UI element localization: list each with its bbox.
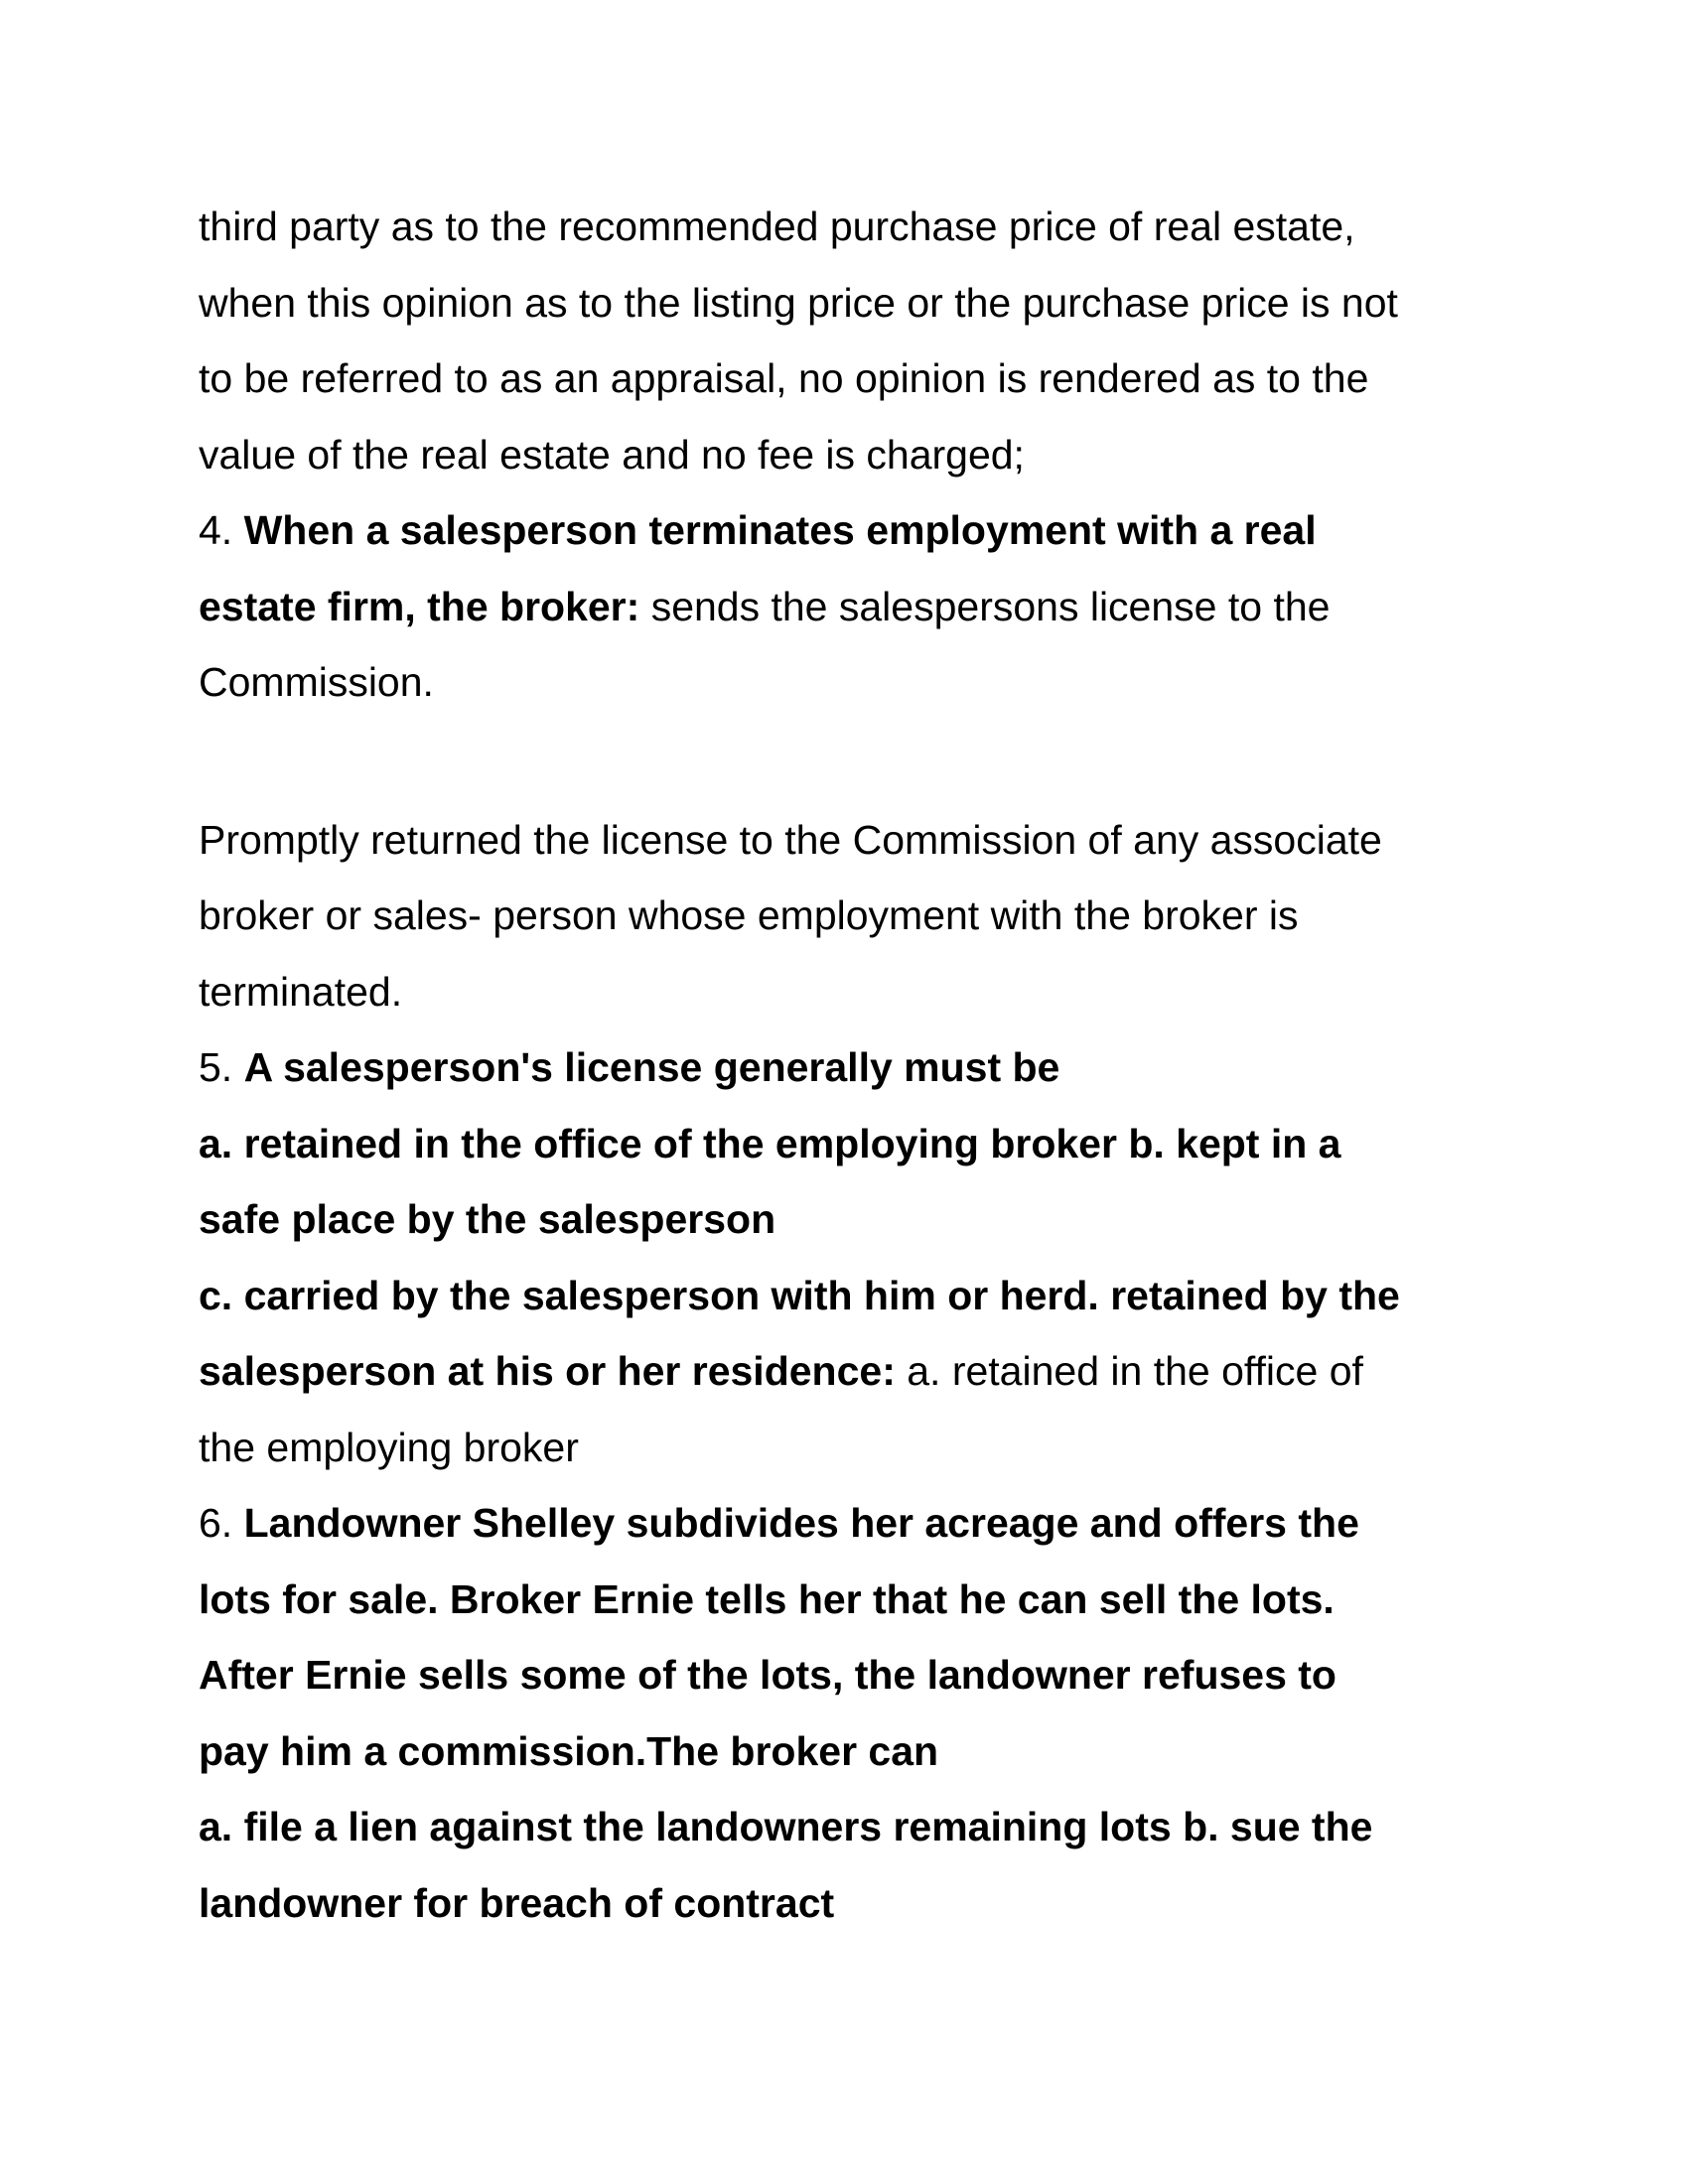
text-segment: the employing broker [199, 1424, 579, 1470]
text-line [199, 1485, 1509, 1562]
document-page [199, 189, 1509, 1941]
text-line [199, 569, 1509, 645]
bold-text-segment: estate firm, the broker: [199, 583, 640, 629]
bold-text-segment: a. retained in the office of the employing broker b. kept in a [199, 1120, 1341, 1166]
text-segment: when this opinion as to the listing price or the purchase price is not [199, 279, 1398, 326]
text-line [199, 644, 1509, 721]
text-line [199, 802, 1509, 879]
bold-text-segment: c. carried by the salesperson with him or herd. retained by the [199, 1272, 1400, 1318]
bold-text-segment: safe place by the salesperson [199, 1196, 776, 1242]
text-segment: 4. [199, 507, 244, 553]
bold-text-segment: landowner for breach of contract [199, 1879, 835, 1926]
text-line [199, 954, 1509, 1030]
text-line [199, 189, 1509, 265]
text-line [199, 265, 1509, 341]
text-line [199, 1562, 1509, 1638]
text-segment: to be referred to as an appraisal, no opinion is rendered as to the [199, 355, 1369, 401]
bold-text-segment: pay him a commission.The broker can [199, 1727, 939, 1774]
bold-text-segment: After Ernie sells some of the lots, the landowner refuses to [199, 1652, 1336, 1698]
bold-text-segment: a. file a lien against the landowners remaining lots b. sue the [199, 1804, 1373, 1849]
bold-text-segment: Landowner Shelley subdivides her acreage and offers the [243, 1500, 1359, 1546]
text-segment: Promptly returned the license to the Commission of any associate [199, 816, 1382, 863]
paragraph-gap [199, 721, 1509, 802]
text-line [199, 1713, 1509, 1790]
text-segment: value of the real estate and no fee is charged; [199, 431, 1025, 478]
text-line [199, 1789, 1509, 1865]
text-line [199, 1029, 1509, 1106]
text-segment: 5. [199, 1044, 244, 1090]
text-segment: Commission. [199, 659, 434, 705]
text-line [199, 1865, 1509, 1942]
bold-text-segment: salesperson at his or her residence: [199, 1348, 896, 1394]
text-line [199, 341, 1509, 417]
text-segment: broker or sales- person whose employment with the broker is [199, 892, 1299, 938]
text-line [199, 1410, 1509, 1486]
text-line [199, 417, 1509, 493]
text-line [199, 1258, 1509, 1334]
text-segment: a. retained in the office of [895, 1348, 1363, 1394]
bold-text-segment: A salesperson's license generally must be [243, 1044, 1060, 1090]
text-line [199, 1106, 1509, 1182]
text-line [199, 878, 1509, 954]
text-line [199, 1181, 1509, 1258]
text-segment: sends the salespersons license to the [639, 583, 1331, 629]
text-segment: third party as to the recommended purchase price of real estate, [199, 204, 1355, 249]
text-line [199, 1637, 1509, 1713]
text-line [199, 492, 1509, 569]
bold-text-segment: lots for sale. Broker Ernie tells her that he can sell the lots. [199, 1575, 1335, 1622]
bold-text-segment: When a salesperson terminates employment with a real [243, 507, 1317, 553]
text-segment: terminated. [199, 968, 403, 1015]
text-segment: 6. [199, 1500, 244, 1546]
text-line [199, 1333, 1509, 1410]
